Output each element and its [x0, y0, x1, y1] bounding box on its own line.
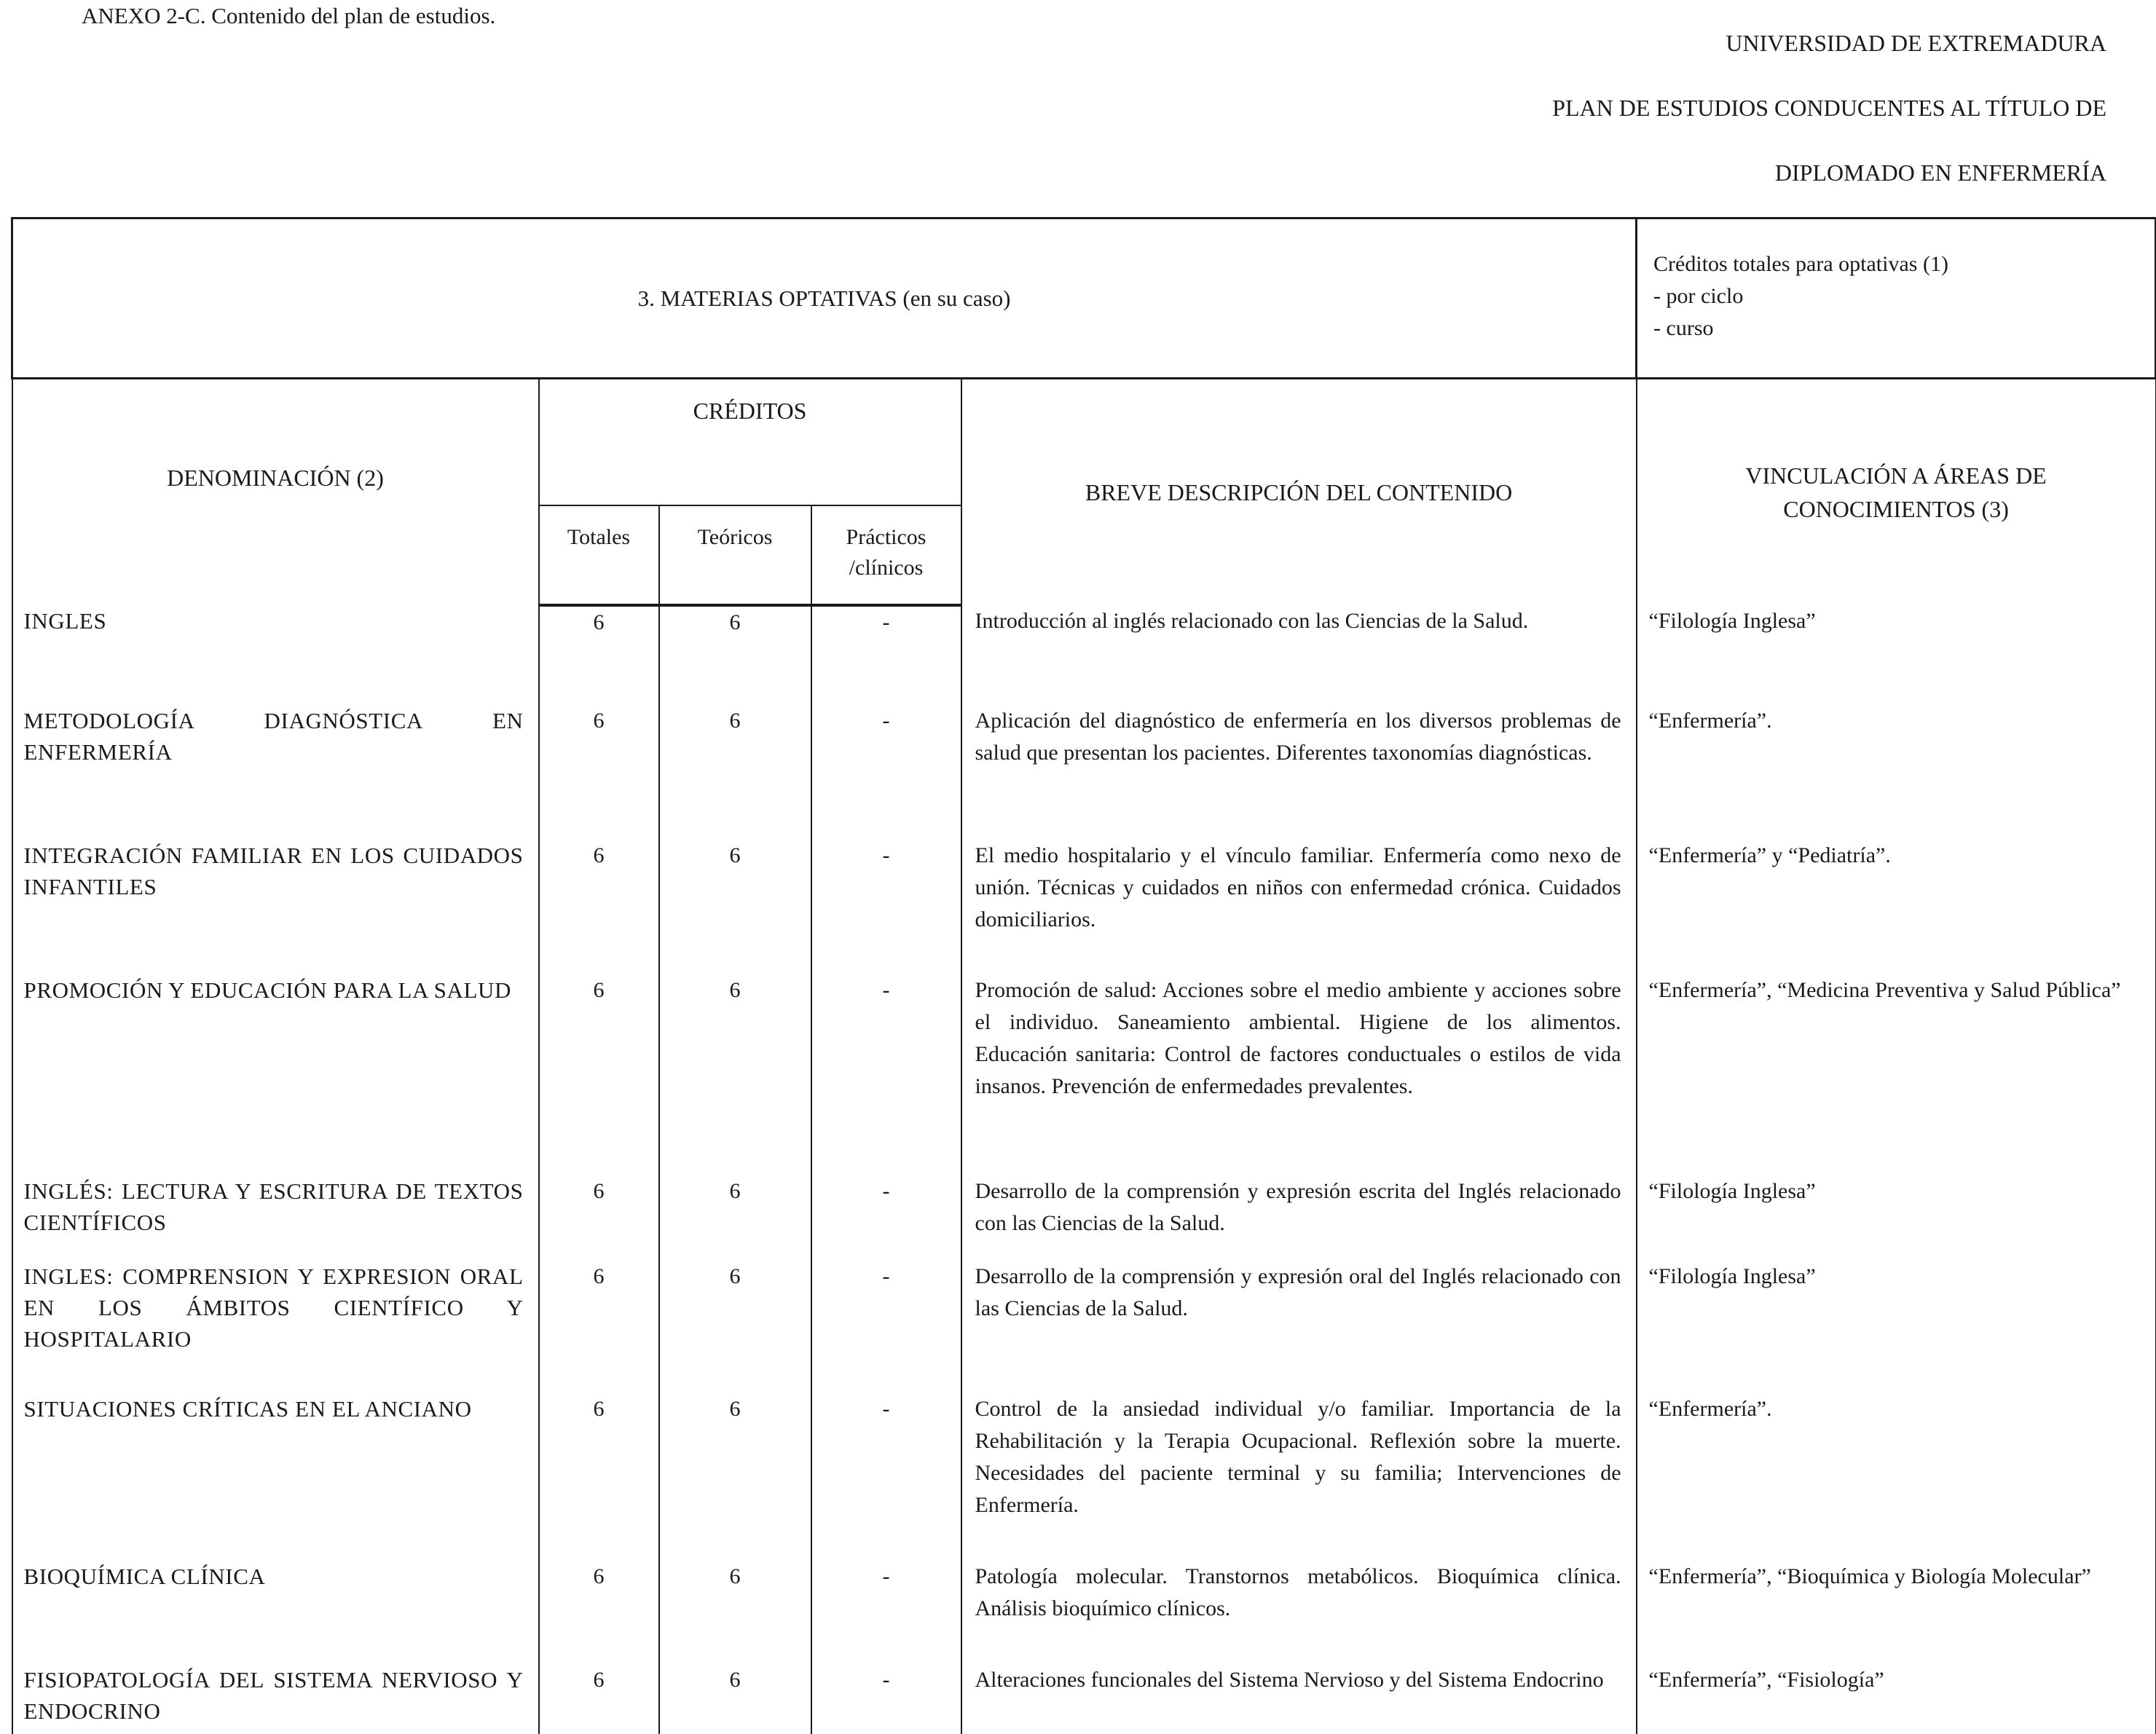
- table-row: [12, 605, 2156, 705]
- credits-practicos: -: [811, 1561, 961, 1664]
- column-header-creditos: CRÉDITOS: [539, 379, 961, 506]
- subject-description: Desarrollo de la comprensión y expresión escrita del Inglés relacionado con las Ciencias de la Salud.: [961, 1175, 1637, 1261]
- subject-name: SITUACIONES CRÍTICAS EN EL ANCIANO: [12, 1393, 539, 1561]
- credits-teoricos: 6: [659, 605, 811, 705]
- table-row: [12, 705, 2156, 840]
- credits-totales: 6: [539, 1664, 659, 1734]
- subject-description: Introducción al inglés relacionado con las Ciencias de la Salud.: [961, 605, 1637, 705]
- subject-description: Alteraciones funcionales del Sistema Nervioso y del Sistema Endocrino: [961, 1664, 1637, 1734]
- credits-practicos: -: [811, 1261, 961, 1393]
- subject-name: INTEGRACIÓN FAMILIAR EN LOS CUIDADOS INFANTILES: [12, 840, 539, 974]
- practicos-header-line2: /clínicos: [849, 556, 924, 580]
- credits-totales: 6: [539, 1393, 659, 1561]
- optional-subjects-table: [11, 217, 2156, 1734]
- knowledge-area: “Enfermería”.: [1637, 705, 2156, 840]
- subject-description: Aplicación del diagnóstico de enfermería en los diversos problemas de salud que presentan los pacientes. Diferentes taxonomías diagnósticas.: [961, 705, 1637, 840]
- subject-description: Patología molecular. Transtornos metabólicos. Bioquímica clínica. Análisis bioquímico clínicos.: [961, 1561, 1637, 1664]
- credits-teoricos: 6: [659, 1561, 811, 1664]
- credits-practicos: -: [811, 605, 961, 705]
- subject-name: FISIOPATOLOGÍA DEL SISTEMA NERVIOSO Y ENDOCRINO: [12, 1664, 539, 1734]
- subject-name: METODOLOGÍA DIAGNÓSTICA EN ENFERMERÍA: [12, 705, 539, 840]
- credits-teoricos: 6: [659, 974, 811, 1175]
- table-row: [12, 1261, 2156, 1393]
- subject-name: INGLES: [12, 605, 539, 705]
- subject-description: Promoción de salud: Acciones sobre el medio ambiente y acciones sobre el individuo. Saneamiento ambiental. Higiene de los alimentos. Educación sanitaria: Control de factores conductuales o estilos de vida insanos. Prevención de enfermedades prevalentes.: [961, 974, 1637, 1175]
- credits-totales: 6: [539, 605, 659, 705]
- credits-teoricos: 6: [659, 1664, 811, 1734]
- credits-teoricos: 6: [659, 1175, 811, 1261]
- credits-box-line2: - por ciclo: [1653, 284, 1744, 308]
- table-row: [12, 1561, 2156, 1664]
- credits-practicos: -: [811, 705, 961, 840]
- subject-description: El medio hospitalario y el vínculo familiar. Enfermería como nexo de unión. Técnicas y cuidados en niños con enfermedad crónica. Cuidados domiciliarios.: [961, 840, 1637, 974]
- university-name: UNIVERSIDAD DE EXTREMADURA: [1726, 30, 2106, 56]
- credits-practicos: -: [811, 840, 961, 974]
- credits-practicos: -: [811, 1393, 961, 1561]
- credits-totales: 6: [539, 1561, 659, 1664]
- column-header-vinculacion: [1637, 379, 2156, 606]
- credits-teoricos: 6: [659, 840, 811, 974]
- credits-total-box: [1637, 218, 2156, 379]
- credits-practicos: -: [811, 1175, 961, 1261]
- practicos-header-line1: Prácticos: [846, 525, 926, 549]
- column-header-totales: Totales: [539, 505, 659, 605]
- subject-name: BIOQUÍMICA CLÍNICA: [12, 1561, 539, 1664]
- credits-box-line3: - curso: [1653, 316, 1714, 340]
- subject-description: Desarrollo de la comprensión y expresión oral del Inglés relacionado con las Ciencias de la Salud.: [961, 1261, 1637, 1393]
- credits-box-line1: Créditos totales para optativas (1): [1653, 252, 1948, 276]
- column-header-practicos: [811, 505, 961, 605]
- knowledge-area: “Filología Inglesa”: [1637, 605, 2156, 705]
- column-header-teoricos: Teóricos: [659, 505, 811, 605]
- column-header-denominacion: DENOMINACIÓN (2): [12, 379, 539, 606]
- credits-teoricos: 6: [659, 1393, 811, 1561]
- subject-description: Control de la ansiedad individual y/o familiar. Importancia de la Rehabilitación y la Terapia Ocupacional. Reflexión sobre la muerte. Necesidades del paciente terminal y su familia; Intervenciones de Enfermería.: [961, 1393, 1637, 1561]
- credits-teoricos: 6: [659, 705, 811, 840]
- credits-totales: 6: [539, 974, 659, 1175]
- credits-totales: 6: [539, 1175, 659, 1261]
- table-row: [12, 1393, 2156, 1561]
- section-title: 3. MATERIAS OPTATIVAS (en su caso): [12, 218, 1637, 379]
- credits-practicos: -: [811, 1664, 961, 1734]
- subject-name: INGLES: COMPRENSION Y EXPRESION ORAL EN LOS ÁMBITOS CIENTÍFICO Y HOSPITALARIO: [12, 1261, 539, 1393]
- credits-practicos: -: [811, 974, 961, 1175]
- knowledge-area: “Filología Inglesa”: [1637, 1261, 2156, 1393]
- credits-totales: 6: [539, 705, 659, 840]
- table-row: [12, 840, 2156, 974]
- credits-teoricos: 6: [659, 1261, 811, 1393]
- table-row: [12, 974, 2156, 1175]
- knowledge-area: “Enfermería”, “Bioquímica y Biología Molecular”: [1637, 1561, 2156, 1664]
- knowledge-area: “Filología Inglesa”: [1637, 1175, 2156, 1261]
- subject-name: INGLÉS: LECTURA Y ESCRITURA DE TEXTOS CIENTÍFICOS: [12, 1175, 539, 1261]
- knowledge-area: “Enfermería”.: [1637, 1393, 2156, 1561]
- knowledge-area: “Enfermería”, “Fisiología”: [1637, 1664, 2156, 1734]
- credits-totales: 6: [539, 1261, 659, 1393]
- plan-title-line1: PLAN DE ESTUDIOS CONDUCENTES AL TÍTULO DE: [1552, 95, 2106, 121]
- vinculacion-header-line1: VINCULACIÓN A ÁREAS DE: [1745, 462, 2047, 489]
- annex-caption: ANEXO 2-C. Contenido del plan de estudios.: [82, 3, 496, 28]
- subject-name: PROMOCIÓN Y EDUCACIÓN PARA LA SALUD: [12, 974, 539, 1175]
- knowledge-area: “Enfermería” y “Pediatría”.: [1637, 840, 2156, 974]
- knowledge-area: “Enfermería”, “Medicina Preventiva y Salud Pública”: [1637, 974, 2156, 1175]
- table-row: [12, 1664, 2156, 1734]
- column-header-descripcion: BREVE DESCRIPCIÓN DEL CONTENIDO: [961, 379, 1637, 606]
- vinculacion-header-line2: CONOCIMIENTOS (3): [1783, 496, 2009, 522]
- table-row: [12, 1175, 2156, 1261]
- plan-title-line2: DIPLOMADO EN ENFERMERÍA: [1774, 159, 2106, 186]
- credits-totales: 6: [539, 840, 659, 974]
